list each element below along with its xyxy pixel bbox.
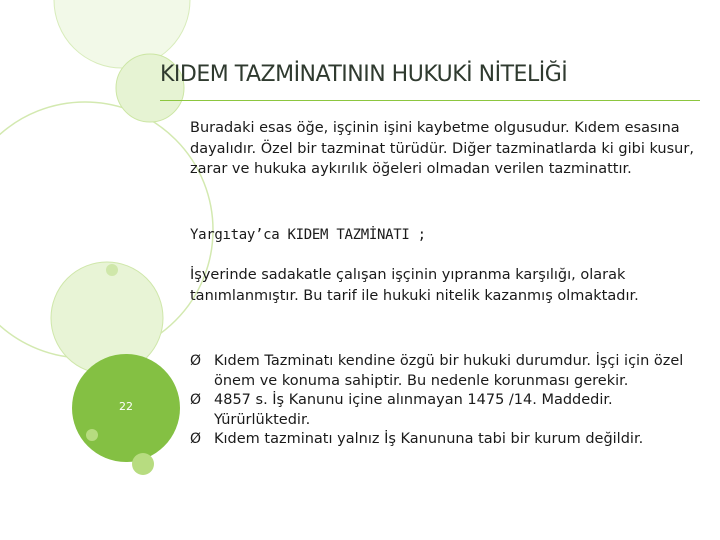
bullet-item bbox=[190, 391, 710, 430]
decor-circle-dot-left bbox=[86, 429, 98, 441]
decor-circle-top-pale bbox=[54, 0, 190, 68]
bullet-item bbox=[190, 352, 710, 391]
paragraph-intro: Buradaki esas öğe, işçinin işini kaybetme olgusudur. Kıdem esasına dayalıdır. Özel bir tazminat türüdür. Diğer tazminatlarda ki gibi kusur, zarar ve hukuka aykırılık öğeleri olmadan verilen tazminattır. bbox=[190, 120, 694, 177]
arrow-bullet-icon: Ø bbox=[190, 353, 202, 369]
bullet-list bbox=[190, 352, 710, 450]
decor-circle-small-left bbox=[106, 264, 118, 276]
decor-circle-dot-bottom bbox=[132, 453, 154, 475]
arrow-bullet-icon: Ø bbox=[190, 392, 202, 408]
paragraph-definition: İşyerinde sadakatle çalışan işçinin yıpranma karşılığı, olarak tanımlanmıştır. Bu tarif ile hukuki nitelik kazanmış olmaktadır. bbox=[190, 267, 639, 304]
paragraph-heading: Yargıtay’ca KIDEM TAZMİNATI ; bbox=[190, 227, 426, 243]
bullet-text: Kıdem Tazminatı kendine özgü bir hukuki durumdur. İşçi için özel önem ve konuma sahiptir. Bu nedenle korunması gerekir. bbox=[214, 353, 684, 389]
bullet-item bbox=[190, 430, 710, 450]
arrow-bullet-icon: Ø bbox=[190, 431, 202, 447]
bullet-text: Kıdem tazminatı yalnız İş Kanununa tabi bir kurum değildir. bbox=[214, 431, 644, 447]
title-divider bbox=[160, 100, 700, 101]
page-number: 22 bbox=[119, 400, 133, 413]
decor-circle-mid bbox=[51, 262, 163, 374]
slide-title: KIDEM TAZMİNATININ HUKUKİ NİTELİĞİ bbox=[160, 62, 568, 87]
bullet-text: 4857 s. İş Kanunu içine alınmayan 1475 /14. Maddedir. Yürürlüktedir. bbox=[214, 392, 613, 428]
